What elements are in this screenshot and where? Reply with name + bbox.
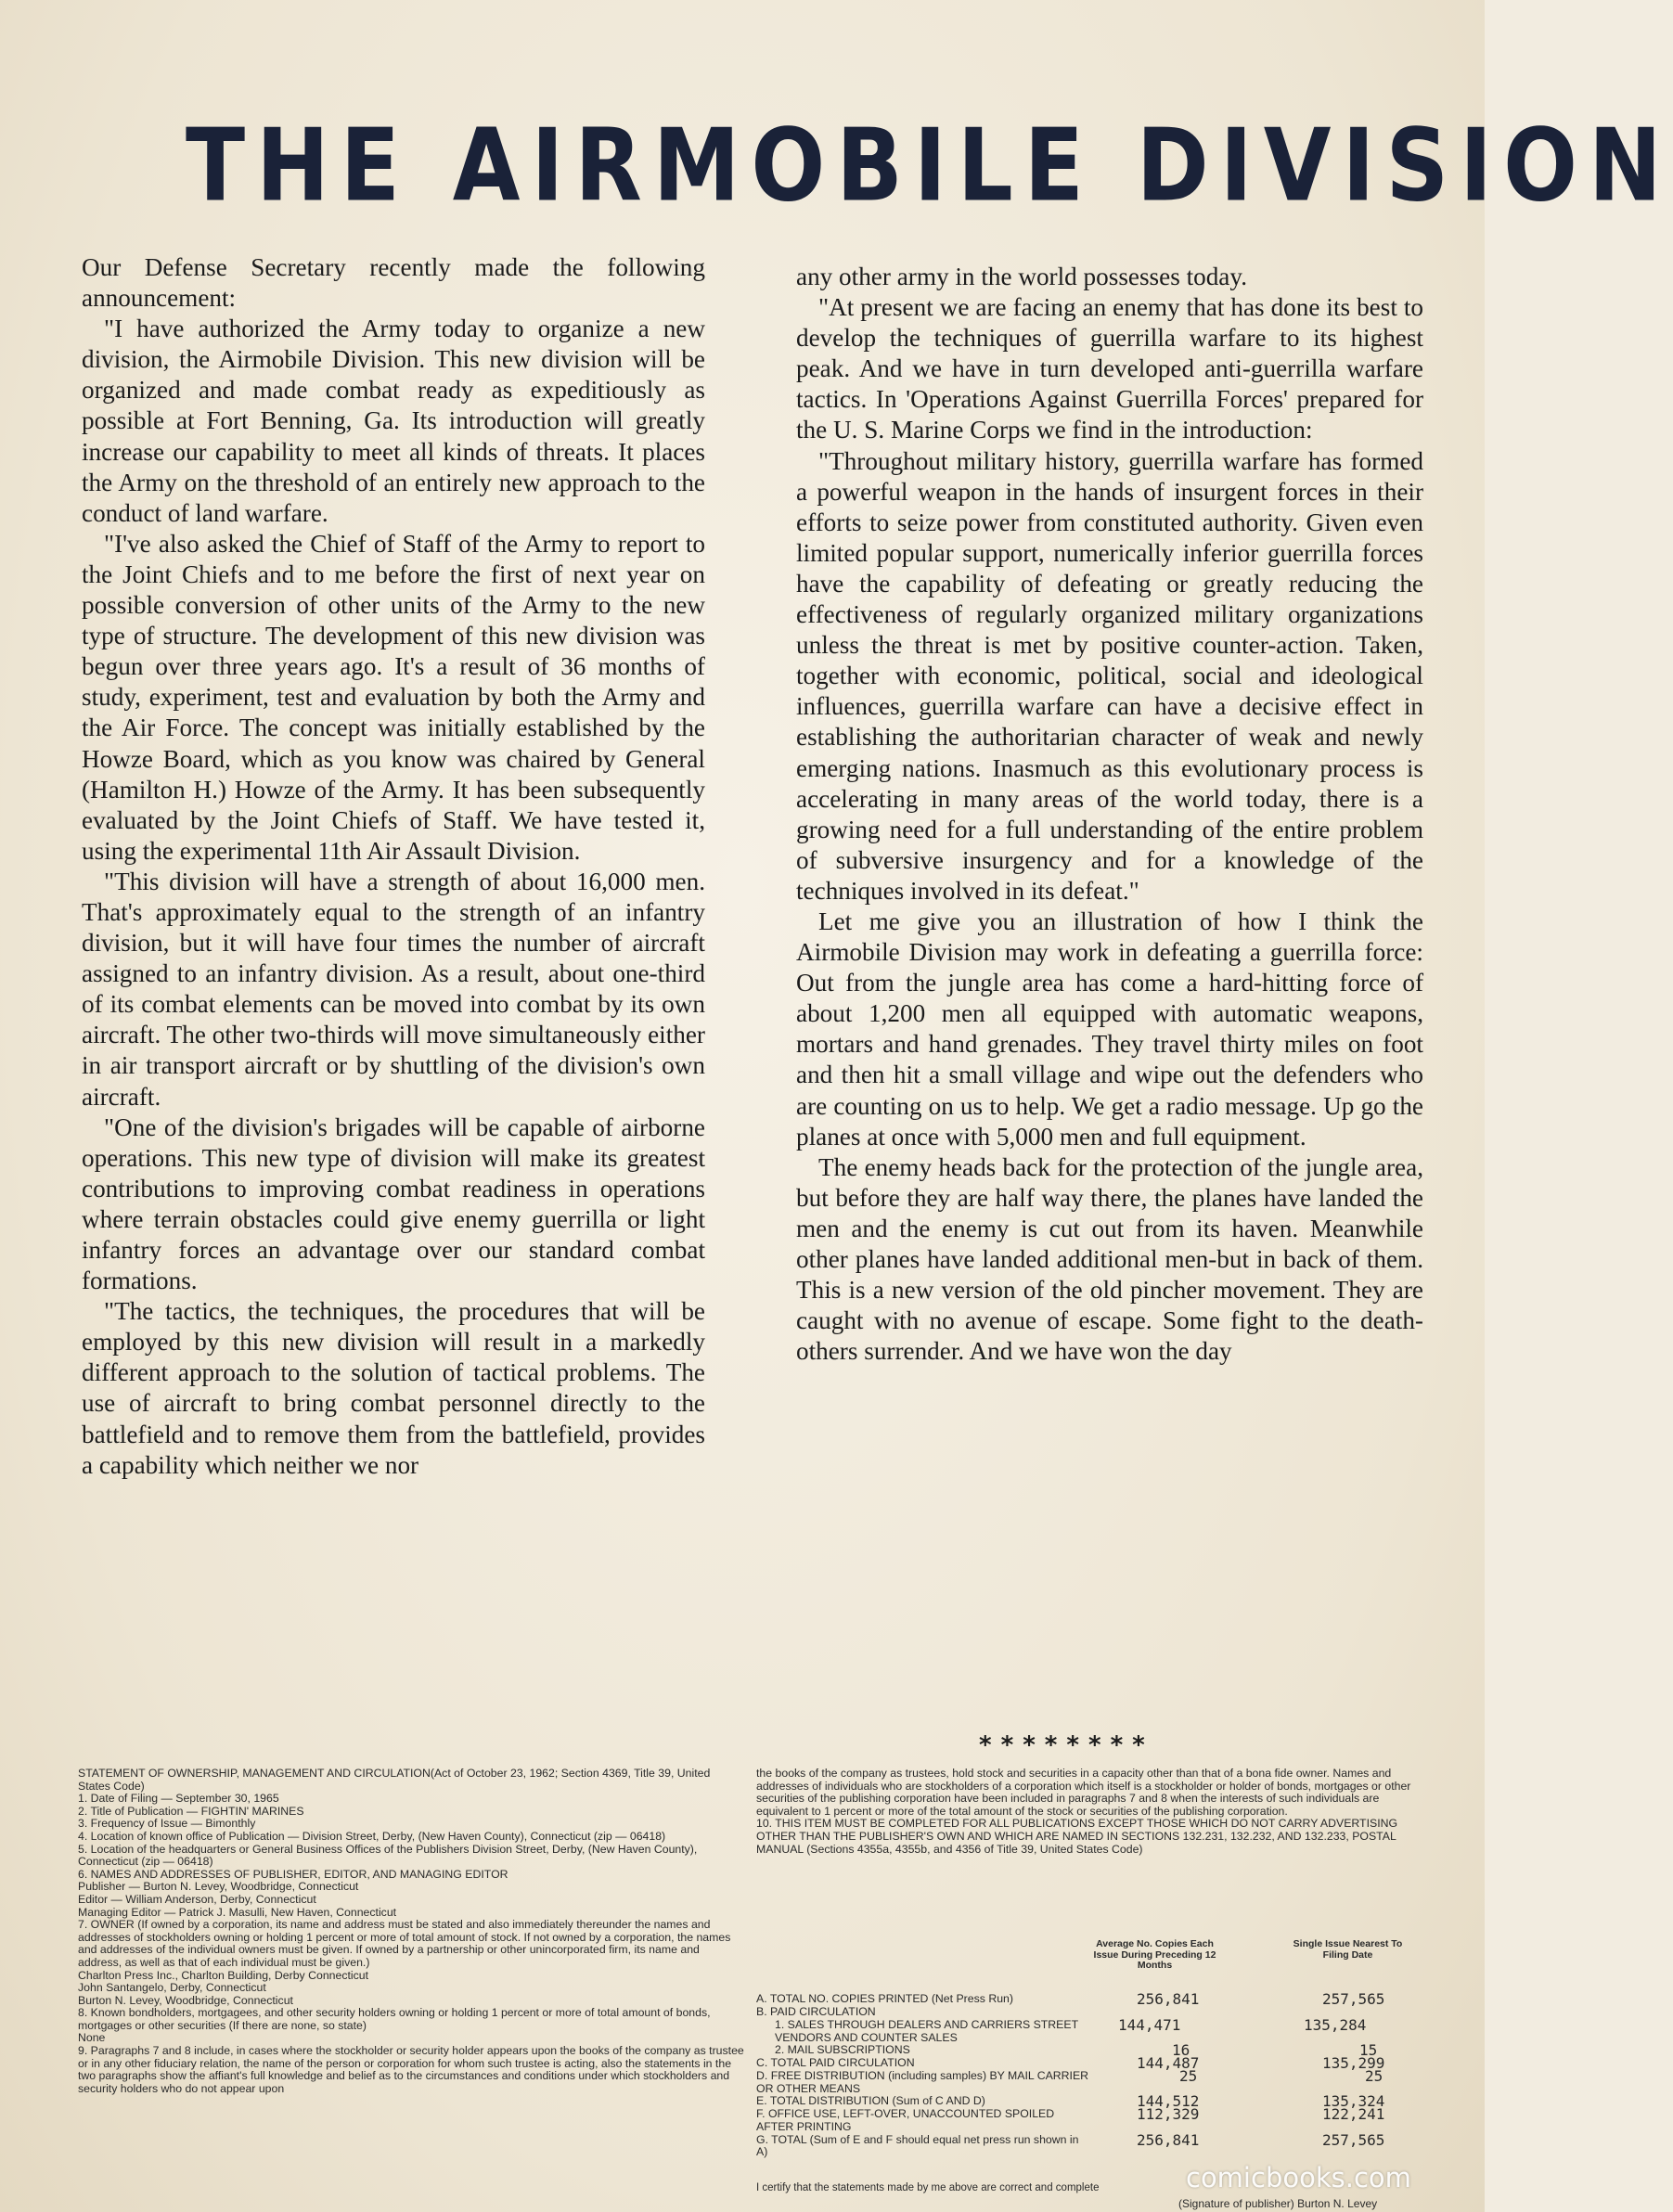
average-value: 144,487 — [1137, 2054, 1200, 2073]
column-header-single-issue: Single Issue Nearest To Filing Date — [1293, 1938, 1403, 1961]
statement-line: Burton N. Levey, Woodbridge, Connecticut — [78, 1993, 293, 2007]
single-issue-value: 135,324 — [1322, 2092, 1385, 2111]
left-column — [82, 252, 705, 1481]
paragraph: "This division will have a strength of about 16,000 men. That's approximately equal to the strength of an infantry division, but it will have four times the number of aircraft assigned to an infantry division. As a result, about one-third of its combat elements can be moved into combat by its own aircraft. The other two-thirds will move simultaneously either in air transport aircraft or by shuttling of the division's own aircraft. — [82, 867, 705, 1111]
statement-line: 8. Known bondholders, mortgagees, and other security holders owning or holding 1 percent or more of total amount of bonds, mortgages or other securities (If there are none, so state) — [78, 2006, 711, 2032]
statement-line: 4. Location of known office of Publication — Division Street, Derby, (New Haven County), Connecticut (zip — 06418) — [78, 1829, 666, 1843]
statement-line: 7. OWNER (If owned by a corporation, its name and address must be stated and also immediately thereunder the names and addresses of stockholders owning or holding 1 percent or more of total amount of stock. If not owned by a corporation, the names and addresses of the individual owners must be given. If owned by a partnership or other unincorporated firm, its name and address, as well as that of each individual must be given.) — [78, 1918, 731, 1969]
single-issue-value: 15 — [1359, 2041, 1378, 2060]
average-value: 16 — [1172, 2041, 1190, 2060]
paragraph: "The tactics, the techniques, the procedures that will be employed by this new division will result in a markedly different approach to the solution of tactical problems. The use of aircraft to bring combat personnel directly to the battlefield and to remove them from the battlefield, provides a capability which neither we nor — [82, 1297, 705, 1479]
circulation-table-header — [756, 1939, 1417, 1993]
table-row — [756, 2016, 1417, 2044]
average-value: 112,329 — [1137, 2105, 1200, 2124]
single-issue-value: 135,284 — [1304, 2016, 1367, 2034]
certification-text: I certify that the statements made by me above are correct and complete — [756, 2182, 1100, 2193]
statement-line: 10. THIS ITEM MUST BE COMPLETED FOR ALL PUBLICATIONS EXCEPT THOSE WHICH DO NOT CARRY ADVERTISING OTHER THAN THE PUBLISHER'S OWN AND WHICH ARE NAMED IN SECTIONS 132.231, 132.232, AND 132.233, POSTAL MANUAL (Sections 4355a, 4355b, and 4356 of Title 39, United States Code) — [756, 1817, 1398, 1856]
row-label: C. TOTAL PAID CIRCULATION — [756, 2056, 915, 2070]
statement-line: 3. Frequency of Issue — Bimonthly — [78, 1817, 256, 1831]
column-header-average: Average No. Copies Each Issue During Preceding 12 Months — [1093, 1938, 1216, 1971]
single-issue-value: 25 — [1365, 2067, 1383, 2086]
paragraph: "I've also asked the Chief of Staff of the Army to report to the Joint Chiefs and to me before the first of next year on possible conversion of other units of the Army to the new type of structure. The development of this new division was begun over three years ago. It's a result of 36 months of study, experiment, test and evaluation by both the Army and the Air Force. The concept was initially established by the Howze Board, which as you know was chaired by General (Hamilton H.) Howze of the Army. It has been subsequently evaluated by the Joint Chiefs of Staff. We have tested it, using the experimental 11th Air Assault Division. — [82, 529, 705, 865]
circulation-table — [756, 1939, 1417, 2159]
paragraph: "Throughout military history, guerrilla warfare has formed a powerful weapon in the hands of insurgent forces in their efforts to seize power from constituted authority. Given even limited popular support, numerically inferior guerrilla forces have the capability of defeating or greatly reducing the effectiveness of regularly organized military organizations unless the threat is met by positive counter-action. Taken, together with economic, political, social and ideological influences, guerrilla warfare can have a decisive effect in establishing the authoritarian character of weak and newly emerging nations. Inasmuch as this evolutionary process is accelerating in many areas of the world today, there is a growing need for a full understanding of the entire problem of subversive insurgency and for a knowledge of the techniques involved in its defeat." — [796, 446, 1423, 905]
single-issue-value: 122,241 — [1322, 2105, 1385, 2124]
ownership-statement-right — [756, 1768, 1417, 1856]
single-issue-value: 257,565 — [1322, 2130, 1385, 2149]
row-label: D. FREE DISTRIBUTION (including samples) BY MAIL CARRIER OR OTHER MEANS — [756, 2069, 1089, 2095]
right-column — [796, 262, 1423, 1367]
statement-line: 9. Paragraphs 7 and 8 include, in cases where the stockholder or security holder appears upon the books of the company as trustee or in any other fiduciary relation, the name of the person or corporation for whom such trustee is acting, also the statements in the two paragraphs show the affiant's full knowledge and belief as to the circumstances and conditions under which stockholders and security holders who do not appear upon — [78, 2044, 744, 2095]
row-label: B. PAID CIRCULATION — [756, 2005, 876, 2018]
paragraph: any other army in the world possesses today. — [796, 263, 1248, 290]
row-label: F. OFFICE USE, LEFT-OVER, UNACCOUNTED SPOILED AFTER PRINTING — [756, 2107, 1055, 2133]
statement-line: Charlton Press Inc., Charlton Building, Derby Connecticut — [78, 1968, 369, 1982]
row-label: A. TOTAL NO. COPIES PRINTED (Net Press Run) — [756, 1992, 1013, 2005]
single-issue-value: 257,565 — [1322, 1990, 1385, 2008]
row-label: 1. SALES THROUGH DEALERS AND CARRIERS STREET VENDORS AND COUNTER SALES — [775, 2018, 1078, 2044]
paragraph: The enemy heads back for the protection of the jungle area, but before they are half way there, the planes have landed the men and the enemy is cut out from its haven. Meanwhile other planes have landed additional men-but in back of them. This is a new version of the old pincher movement. They are caught with no avenue of escape. Some fight to the death-others surrender. And we have won the day — [796, 1152, 1423, 1366]
paragraph: Let me give you an illustration of how I think the Airmobile Division may work in defeating a guerrilla force: Out from the jungle area has come a hard-hitting force of about 1,200 men all equipped with automatic weapons, mortars and hand grenades. They travel thirty miles on foot and then hit a small village and wipe out the defenders who are counting on us to help. We get a radio message. Up go the planes at once with 5,000 men and full equipment. — [796, 907, 1423, 1151]
statement-line: John Santangelo, Derby, Connecticut — [78, 1981, 266, 1995]
row-label: G. TOTAL (Sum of E and F should equal net press run shown in A) — [756, 2132, 1079, 2159]
section-divider-stars: ******** — [979, 1731, 1154, 1759]
table-row — [756, 2105, 1417, 2133]
statement-line: 5. Location of the headquarters or General Business Offices of the Publishers Division Street, Derby, (New Haven County), Connecticut (zip — 06418) — [78, 1842, 698, 1869]
table-row — [756, 2054, 1417, 2073]
average-value: 144,471 — [1118, 2016, 1181, 2034]
single-issue-value: 135,299 — [1322, 2054, 1385, 2073]
statement-line: Managing Editor — Patrick J. Masulli, New Haven, Connecticut — [78, 1905, 397, 1919]
average-value: 144,512 — [1137, 2092, 1200, 2111]
paragraph: "One of the division's brigades will be capable of airborne operations. This new type of division will make its greatest contributions to improving combat readiness in operations where terrain obstacles could give enemy guerrilla or light infantry forces an advantage over our standard combat formations. — [82, 1112, 705, 1295]
statement-line: 6. NAMES AND ADDRESSES OF PUBLISHER, EDITOR, AND MANAGING EDITOR — [78, 1867, 508, 1881]
table-row — [756, 2130, 1417, 2159]
table-row — [756, 1990, 1417, 2008]
paragraph: "At present we are facing an enemy that has done its best to develop the techniques of guerrilla warfare to its highest peak. And we have in turn developed anti-guerrilla warfare tactics. In 'Operations Against Guerrilla Forces' prepared for the U. S. Marine Corps we find in the introduction: — [796, 293, 1423, 444]
row-label: 2. MAIL SUBSCRIPTIONS — [775, 2043, 910, 2057]
publisher-signature: (Signature of publisher) Burton N. Levey — [1178, 2197, 1378, 2210]
statement-line: Publisher — Burton N. Levey, Woodbridge, Connecticut — [78, 1880, 359, 1894]
watermark: comicbooks.com — [1186, 2162, 1411, 2193]
row-label: E. TOTAL DISTRIBUTION (Sum of C AND D) — [756, 2094, 985, 2108]
ownership-statement-left — [78, 1768, 744, 2095]
table-row — [756, 2041, 1417, 2060]
average-value: 25 — [1179, 2067, 1198, 2086]
table-row — [756, 2092, 1417, 2111]
statement-line: 1. Date of Filing — September 30, 1965 — [78, 1792, 279, 1806]
average-value: 256,841 — [1137, 1990, 1200, 2008]
statement-line: Editor — William Anderson, Derby, Connecticut — [78, 1892, 316, 1906]
statement-line: None — [78, 2031, 106, 2045]
statement-line: the books of the company as trustees, hold stock and securities in a capacity other than that of a bona fide owner. Names and addresses of individuals who are stockholders of a corporation which itself is a stockholder or holder of bonds, mortgages or other securities of the publishing corporation have been included in paragraphs 7 and 8 when the interests of such individuals are equivalent to 1 percent or more of the total amount of the stock or securities of the publishing corporation. — [756, 1767, 1411, 1818]
statement-line: 2. Title of Publication — FIGHTIN' MARINES — [78, 1804, 304, 1818]
page-title: THE AIRMOBILE DIVISION — [186, 108, 1673, 225]
paragraph: "I have authorized the Army today to organize a new division, the Airmobile Division. This new division will be organized and made combat ready as expeditiously as possible at Fort Benning, Ga. Its introduction will greatly increase our capability to meet all kinds of threats. It places the Army on the threshold of an entirely new approach to the conduct of land warfare. — [82, 315, 705, 527]
paragraph: Our Defense Secretary recently made the following announcement: — [82, 253, 705, 313]
table-row — [756, 2067, 1417, 2095]
statement-line: STATEMENT OF OWNERSHIP, MANAGEMENT AND CIRCULATION(Act of October 23, 1962; Section 4369, Title 39, United States Code) — [78, 1767, 711, 1793]
average-value: 256,841 — [1137, 2130, 1200, 2149]
